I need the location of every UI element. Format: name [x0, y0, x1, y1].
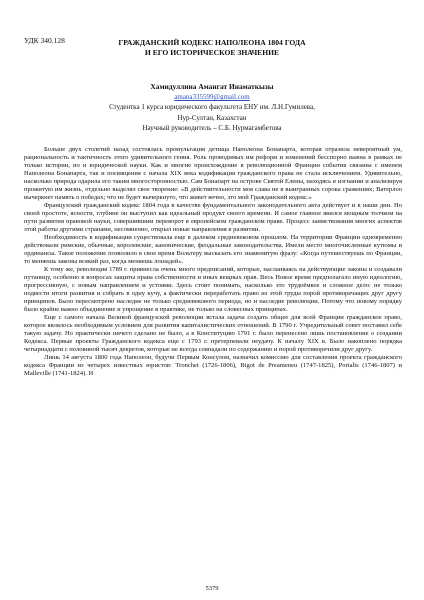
author-affiliation: Студентка 1 курса юридического факультета ЕНУ им. Л.Н.Гумилева, [109, 103, 315, 112]
paragraph-1: Больше двух столетий назад состоялась промульгация детища Наполеона Бонапарта, которая отразила невероятный ум, рациональность и тактичность этого удивительного гения. Роль проводимых им реформ и изменений бесспорно важна в рамках не только истории, но и юридической науки. Как и многие происхождение в революционной Франции события связаны с именем Наполеона Бонапарта, так и посвящения с начала XIX века кодификация гражданского права не стала исключением. Удивительно, насколько природа одарила его таким многосторонностью. Сам Бонапарт на острове Святой Елены, находясь в изгнании и анализируя прожитую им жизнь, отдельно выделял свое творение: «В действительности моя слава не в выигранных сорока сражениях; Ватерлоо вычеркнет память о победах; что не будет вычеркнуто, что живет вечно, это мой Гражданский кодекс.» [24, 146, 402, 202]
paragraph-5: Еще с самого начала Великой французской революции встала задача создать общее для всей Франции гражданское право, которое являлось необходимым условием для развития капиталистических отношений. В 1790 г. Учредительный совет поставил себе такую задачу. Но практически ничего сделано не было, а в Конституцию 1791 г. было перенесено лишь постановление о создании Кодекса. Первые проекты Гражданского кодекса еще с 1793 г. претерпевали неудачу. К началу XIX в. Было накоплено порядка четырнадцати с половиной тысяч декретов, которые не всегда совпадали по содержанию и порой противоречили друг другу. [24, 314, 402, 354]
article-body [24, 146, 402, 378]
paragraph-4: К тому же, революция 1789 г. привнесла очень много предписаний, которые, наслаиваясь на действующие законы и создавали путаницу, особенно в вопросах защиты права собственности и иных вещных прав. Весь Новое время предполагало иную идеологию, прогрессивную, с новым направлением и устоями. Здесь стоит понимать, насколько это трудоёмкое и сложное дело: не только подвести итоги развития и собрать в одну кучу, а фактически переработать право из этой груды порой противоречащих друг другу принципов. Было пересмотрено наследие не только средневекового периода, но и наследие революции. Потому что новому порядку было крайне важно объединение и упрощение в практике, не только на словесных принципах. [24, 266, 402, 314]
author-city: Нур-Султан, Казахстан [177, 113, 247, 122]
author-email-link[interactable]: amana335599@gmail.com [174, 93, 250, 102]
scientific-supervisor: Научный руководитель – С.Б. Нурмагамбетова [142, 123, 282, 132]
udk-code: УДК 340.128 [24, 36, 65, 45]
paragraph-3: Необходимость в кодификации существовала еще в далеком средневековом прошлом. На территории Франции одновременно действовали римские, обычные, королевские, канонические, феодальные законодательства. Имели место многочисленные кутюмы и ординансы. Такое положение позволило в свое время Вольтеру высказать его знаменитую фразу: «Когда путешествуешь по Франции, то меняешь законы всякий раз, когда меняешь лошадей». [24, 234, 402, 266]
title-line-2: И ЕГО ИСТОРИЧЕСКОЕ ЗНАЧЕНИЕ [144, 47, 280, 57]
author-name: Хамидуллина Амангат Инаматкызы [150, 82, 274, 91]
paper-title [0, 38, 424, 57]
page-number: 5379 [205, 585, 219, 592]
paragraph-6: Лишь 14 августа 1800 года Наполеон, будучи Первым Консулом, назначил комиссию для составления проекта гражданского кодекса Франции из четырех известных юристов: Tronchet (1726-1806), Bigot de Preameneu (1747-1825), Portalis (1746-1807) и Malleville (1741-1824). И [24, 354, 402, 378]
author-block [0, 82, 424, 133]
paragraph-2: Французский гражданский кодекс 1804 года в качестве фундаментального законодательного акта действует и в наши дни. Но своей простоте, ясности, глубине он выступил как идеальный продукт своего времени. И самое главное явился мощным толчком на пути развития правовой науки, совершившим переворот в европейском гражданском праве. Процесс заимствования многих аспектов этой работы другими странами, несомненно, открыл новые направления в развитии. [24, 202, 402, 234]
title-line-1: ГРАЖДАНСКИЙ КОДЕКС НАПОЛЕОНА 1804 ГОДА [118, 38, 306, 47]
